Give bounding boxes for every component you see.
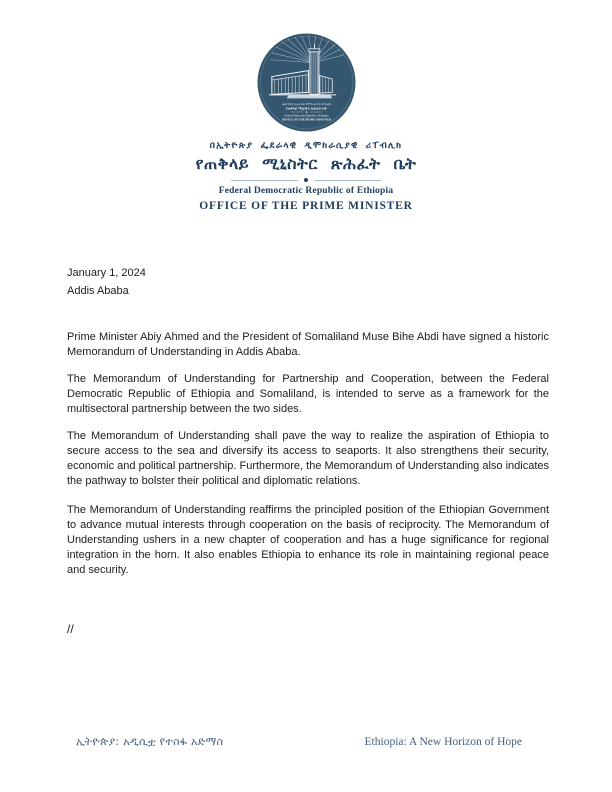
paragraph-4: The Memorandum of Understanding reaffirms the principled position of the Ethiopian Government to advance mutual interests through cooperation on the basis of reciprocity. The Memorandum of Understanding ushers in a new chapter of cooperation and has a huge significance for regional integration in the horn. It also enables Ethiopia to enhance its role in maintaining regional peace and security. (67, 504, 549, 576)
letterhead-divider (231, 178, 381, 182)
paragraph-3: The Memorandum of Understanding shall pave the way to realize the aspiration of Ethiopia to secure access to the sea and diversify its access to seaports. It also strengthens their security, economic and political partnership. Furthermore, the Memorandum of Understanding also indicates the pathway to bolster their political and diplomatic relations. (67, 430, 549, 487)
paragraph-1: Prime Minister Abiy Ahmed and the President of Somaliland Muse Bihe Abdi have signed a historic Memorandum of Understanding in Addis Ababa. (67, 331, 549, 358)
letter-date: January 1, 2024 (67, 267, 146, 279)
letter-body (67, 264, 549, 637)
divider-rule-right (314, 180, 381, 181)
letterhead-amharic-office-line: የጠቅላይ ሚኒስትር ጽሕፈት ቤት (195, 154, 417, 173)
page-footer (76, 735, 522, 749)
seal-text-english-2: OFFICE OF THE PRIME MINISTER (281, 117, 331, 122)
seal-text-amharic-1: በኢትዮጵያ ፌደራላዊ ዲሞክራሲያዊ ሪፐብሊክ (281, 101, 331, 106)
paragraph-2: The Memorandum of Understanding for Partnership and Cooperation, between the Federal Democratic Republic of Ethiopia and Somaliland, is intended to serve as a framework for the multisectoral partnership between the two sides. (67, 373, 549, 415)
footer-slogan-english: Ethiopia: A New Horizon of Hope (364, 736, 522, 748)
end-of-message-mark: // (67, 622, 74, 636)
divider-dot (304, 178, 308, 182)
letterhead-english-republic-line: Federal Democratic Republic of Ethiopia (218, 186, 394, 196)
divider-rule-left (231, 180, 298, 181)
letter-place: Addis Ababa (67, 285, 129, 297)
seal-text-english-1: Federal Democratic Republic of Ethiopia (284, 114, 328, 118)
seal-text-amharic-2: የጠቅላይ ሚኒስትር ጽሕፈት ቤት (285, 106, 327, 111)
prime-minister-office-seal-icon (257, 33, 356, 132)
footer-slogan-amharic: ኢትዮጵያ: አዲሲቷ የተስፋ አድማስ (76, 735, 224, 748)
letterhead (0, 33, 612, 213)
letterhead-english-office-line: OFFICE OF THE PRIME MINISTER (199, 200, 413, 212)
letterhead-amharic-republic-line: በኢትዮጵያ ፌደራላዊ ዲሞክራሲያዊ ሪፐብሊክ (209, 141, 403, 151)
